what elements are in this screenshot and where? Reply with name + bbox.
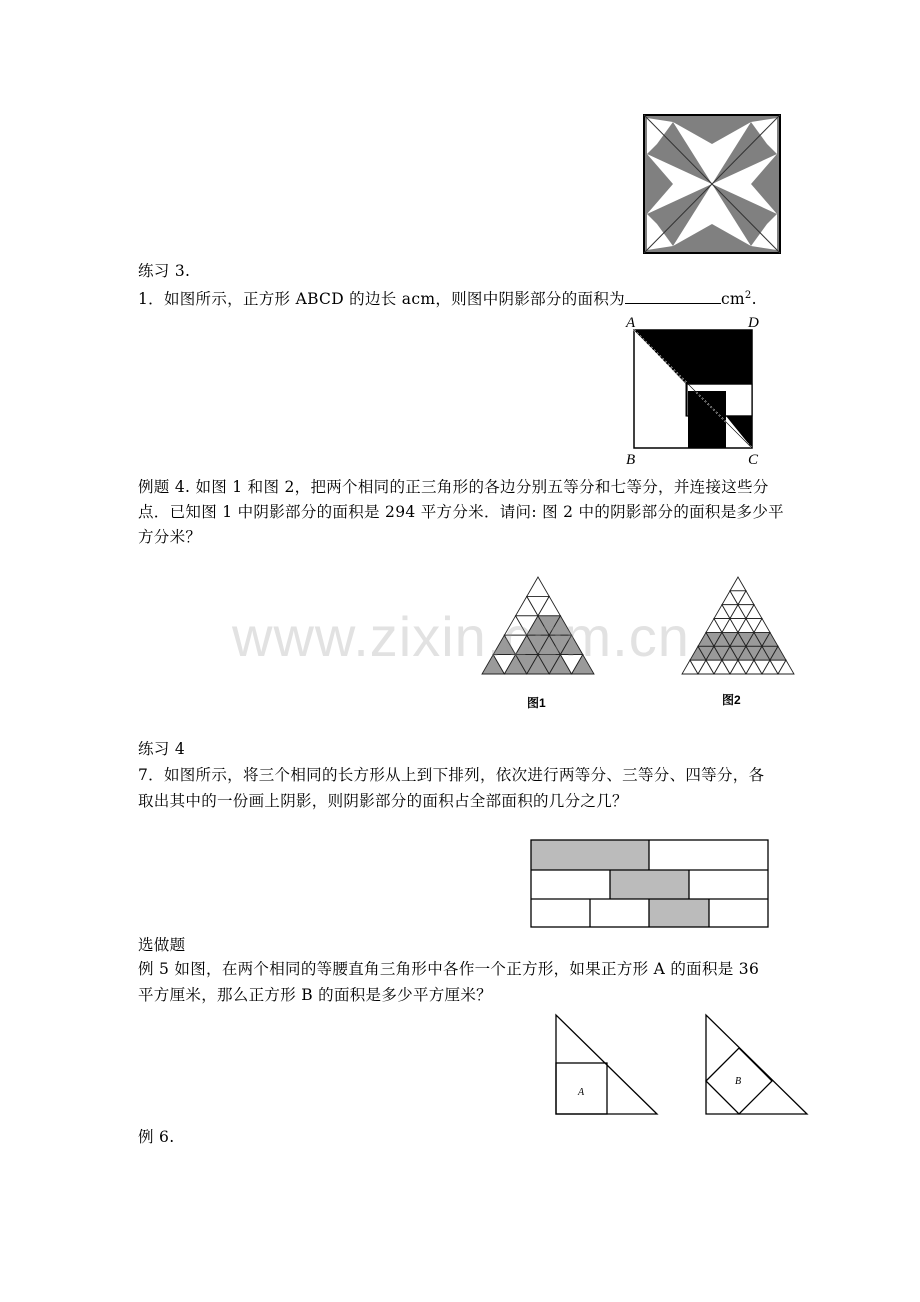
vertex-label-b: B: [626, 452, 636, 468]
practice-4-line-1: 7．如图所示，将三个相同的长方形从上到下排列，依次进行两等分、三等分、四等分，各: [138, 766, 765, 784]
triangle-square-b-figure: [703, 1013, 811, 1117]
question-1-period: .: [751, 290, 757, 309]
question-1-text: 1．如图所示，正方形 ABCD 的边长 acm，则图中阴影部分的面积为: [138, 290, 625, 309]
square-abcd-figure: [626, 316, 766, 466]
example-4-line-2: 点．已知图 1 中阴影部分的面积是 294 平方分米．请问: 图 2 中的阴影部分的面积是多少平: [138, 503, 784, 521]
answer-blank: [625, 287, 721, 304]
triangle-grid-7: [682, 577, 794, 674]
vertex-label-c: C: [748, 452, 759, 468]
rectangles-figure: [530, 839, 770, 929]
watermark: www.zixin.com.cn: [232, 605, 690, 668]
triangle-square-a-figure: [553, 1013, 661, 1117]
practice-3-question-1: [138, 283, 757, 312]
example-5-line-1: 例 5 如图，在两个相同的等腰直角三角形中各作一个正方形，如果正方形 A 的面积是 36: [138, 960, 760, 978]
example-4-line-1: 例题 4. 如图 1 和图 2，把两个相同的正三角形的各边分别五等分和七等分，并连接这些分: [138, 478, 769, 496]
optional-heading: 选做题: [138, 936, 186, 954]
square-a-label: A: [578, 1087, 585, 1098]
unit-exponent: 2: [744, 290, 752, 301]
vertex-label-d: D: [748, 315, 759, 331]
triangle-figure-2: [680, 576, 796, 676]
practice-3-heading: 练习 3.: [138, 262, 191, 280]
figure-1-caption: 图1: [527, 696, 546, 710]
figure-2-caption: 图2: [722, 693, 741, 707]
square-b-label: B: [735, 1076, 742, 1087]
practice-4-heading: 练习 4: [138, 740, 185, 758]
example-5-line-2: 平方厘米，那么正方形 B 的面积是多少平方厘米？: [138, 986, 492, 1004]
star-pattern-figure: [643, 114, 781, 254]
practice-4-line-2: 取出其中的一份画上阴影，则阴影部分的面积占全部面积的几分之几？: [138, 792, 628, 810]
vertex-label-a: A: [626, 315, 636, 331]
unit-cm: cm: [720, 290, 745, 309]
triangle-cell: [730, 577, 746, 591]
example-4-line-3: 方分米？: [138, 528, 202, 546]
example-6-heading: 例 6.: [138, 1128, 175, 1146]
triangle-cell: [527, 577, 549, 596]
